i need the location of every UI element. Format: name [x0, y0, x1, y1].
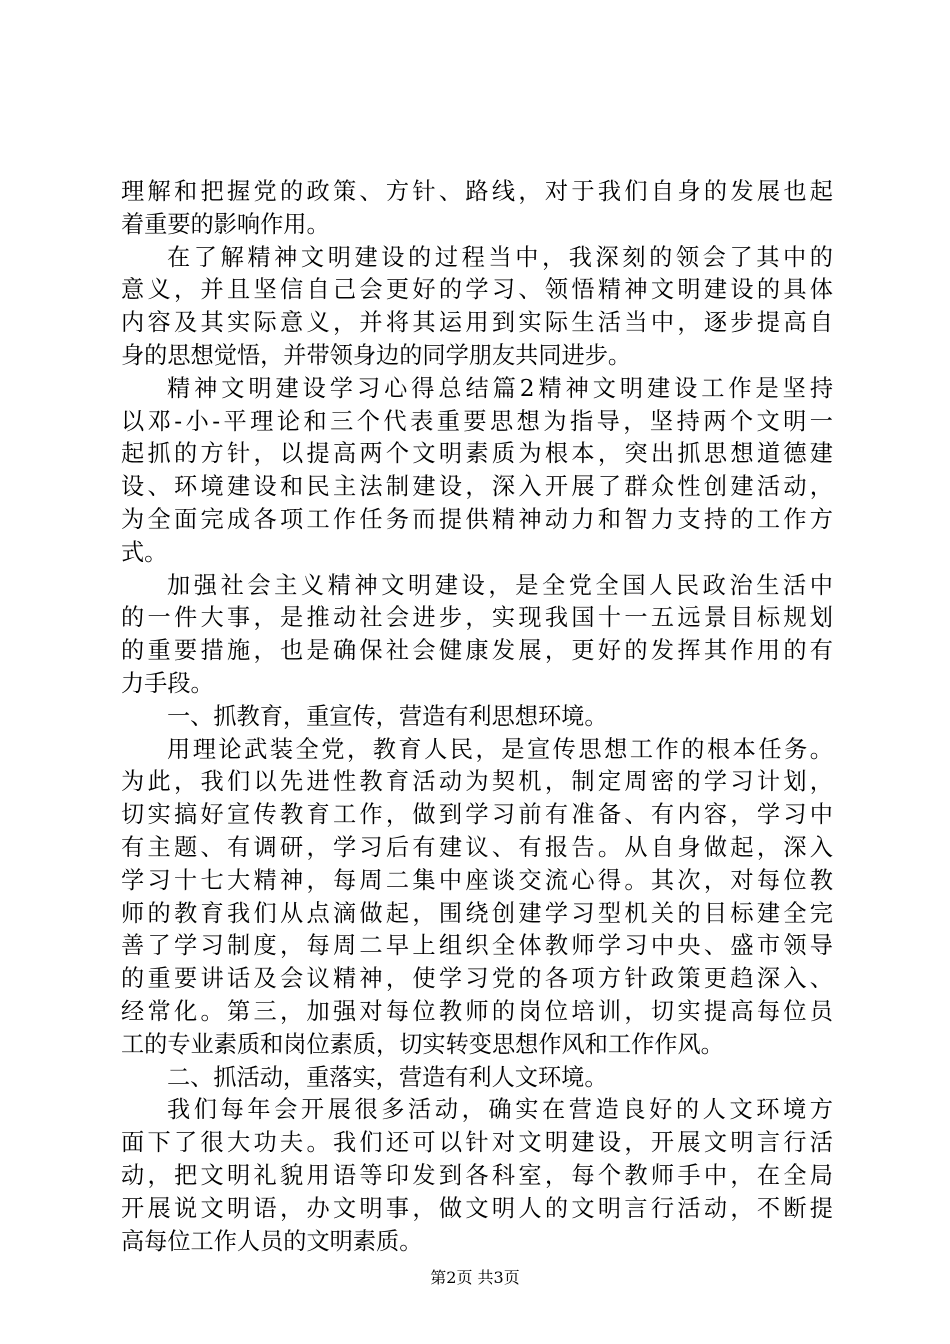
text-line: 用理论武装全党，教育人民，是宣传思想工作的根本任务。: [167, 735, 833, 763]
text-line: 身的思想觉悟，并带领身边的同学朋友共同进步。: [121, 341, 632, 369]
text-line: 师的教育我们从点滴做起，围绕创建学习型机关的目标建全完: [121, 899, 833, 927]
text-line: 为全面完成各项工作任务而提供精神动力和智力支持的工作方: [121, 505, 833, 533]
text-line: 工的专业素质和岗位素质，切实转变思想作风和工作作风。: [121, 1030, 724, 1058]
text-line: 理解和把握党的政策、方针、路线，对于我们自身的发展也起: [121, 178, 833, 205]
text-line: 以邓-小-平理论和三个代表重要思想为指导，坚持两个文明一: [121, 407, 833, 435]
text-line: 切实搞好宣传教育工作，做到学习前有准备、有内容，学习中: [121, 801, 833, 829]
text-line: 的重要措施，也是确保社会健康发展，更好的发挥其作用的有: [121, 637, 833, 665]
text-line: 有主题、有调研，学习后有建议、有报告。从自身做起，深入: [121, 833, 833, 861]
text-line: 意义，并且坚信自己会更好的学习、领悟精神文明建设的具体: [121, 276, 833, 304]
text-line: 的一件大事，是推动社会进步，实现我国十一五远景目标规划: [121, 604, 833, 632]
text-line: 面下了很大功夫。我们还可以针对文明建设，开展文明言行活: [121, 1129, 833, 1157]
text-line: 一、抓教育，重宣传，营造有利思想环境。: [167, 702, 608, 730]
text-line: 高每位工作人员的文明素质。: [121, 1227, 423, 1255]
text-line: 的重要讲话及会议精神，使学习党的各项方针政策更趋深入、: [121, 965, 833, 993]
text-line: 二、抓活动，重落实，营造有利人文环境。: [167, 1063, 608, 1091]
text-line: 我们每年会开展很多活动，确实在营造良好的人文环境方: [167, 1096, 833, 1124]
page-number-footer: 第2页 共3页: [430, 1268, 520, 1287]
text-line: 着重要的影响作用。: [121, 210, 330, 238]
text-line: 精神文明建设学习心得总结篇2精神文明建设工作是坚持: [167, 374, 833, 402]
text-line: 力手段。: [121, 669, 214, 697]
text-line: 动，把文明礼貌用语等印发到各科室，每个教师手中，在全局: [121, 1161, 833, 1189]
text-line: 起抓的方针，以提高两个文明素质为根本，突出抓思想道德建: [121, 440, 833, 468]
text-line: 式。: [121, 538, 168, 566]
text-line: 在了解精神文明建设的过程当中，我深刻的领会了其中的: [167, 243, 833, 271]
text-line: 经常化。第三，加强对每位教师的岗位培训，切实提高每位员: [121, 997, 833, 1025]
text-line: 学习十七大精神，每周二集中座谈交流心得。其次，对每位教: [121, 866, 833, 894]
text-line: 加强社会主义精神文明建设，是全党全国人民政治生活中: [167, 571, 833, 599]
text-line: 设、环境建设和民主法制建设，深入开展了群众性创建活动，: [121, 473, 833, 501]
document-body: [121, 176, 833, 1258]
text-line: 善了学习制度，每周二早上组织全体教师学习中央、盛市领导: [121, 932, 833, 960]
text-line: 为此，我们以先进性教育活动为契机，制定周密的学习计划，: [121, 768, 833, 796]
text-line: 内容及其实际意义，并将其运用到实际生活当中，逐步提高自: [121, 309, 833, 337]
text-line: 开展说文明语，办文明事，做文明人的文明言行活动，不断提: [121, 1194, 833, 1222]
